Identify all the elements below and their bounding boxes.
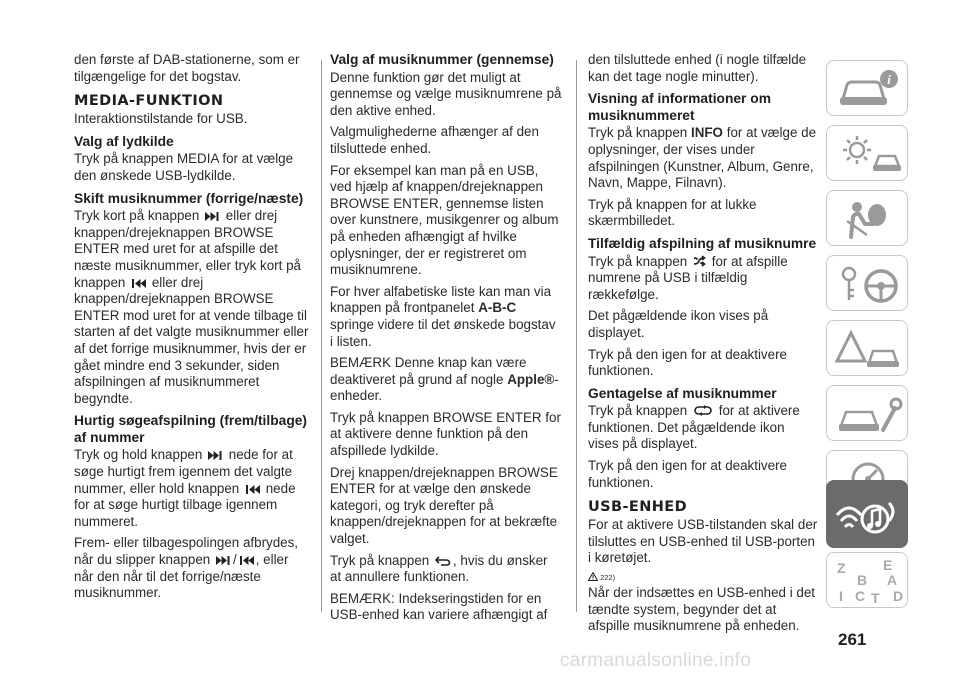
- shuffle-heading: Tilfældig afspilning af musiknumre: [588, 235, 817, 251]
- abc-button-label: A-B-C: [478, 300, 517, 316]
- index-letter: T: [871, 590, 880, 606]
- intro-paragraph: den første af DAB-stationerne, som er tilgængelige for det bogstav.: [74, 52, 300, 84]
- fast-search-release-text: Frem- eller tilbagespolingen afbrydes, når du slipper knappen / , eller når den når til det forrige/næste musiknummer.: [74, 535, 299, 601]
- tab-car-info[interactable]: [826, 60, 908, 116]
- continued-text: den tilsluttede enhed (i nogle tilfælde kan det tage nogle minutter).: [588, 52, 807, 84]
- index-letter: A: [887, 572, 898, 588]
- column-divider: [321, 60, 322, 612]
- apple-label: Apple®: [507, 371, 555, 387]
- browse-text-8: Tryk på knappen , hvis du ønsker at annullere funktionen.: [330, 552, 548, 585]
- index-letter: E: [883, 557, 893, 573]
- previous-track-icon: [239, 556, 254, 565]
- car-wrench-icon: [827, 386, 909, 442]
- repeat-text-2: Tryk på den igen for at deaktivere funktionen.: [588, 458, 787, 490]
- column-3: [588, 52, 818, 640]
- shuffle-icon: [693, 255, 706, 267]
- column-divider: [576, 60, 577, 612]
- skip-track-heading: Skift musiknummer (forrige/næste): [74, 190, 304, 206]
- fast-search-text: Tryk og hold knappen nede for at søge hurtigt frem igennem det valgte nummer, eller hold knappen nede for at søge hurtigt tilbage igennem nummeret.: [74, 447, 296, 529]
- tab-starting-driving[interactable]: [826, 255, 908, 311]
- previous-track-icon: [245, 485, 260, 494]
- media-function-heading: MEDIA-FUNKTION: [74, 93, 224, 110]
- alphabetical-index-icon: [827, 553, 909, 609]
- index-letter: B: [857, 572, 868, 588]
- repeat-heading: Gentagelse af musiknummer: [588, 385, 777, 401]
- tab-index[interactable]: [826, 552, 908, 608]
- repeat-icon: [693, 405, 713, 416]
- warning-triangle-car-icon: [827, 321, 909, 377]
- browse-text-4: For hver alfabetiske liste kan man via knappen på frontpanelet A-B-C springe videre til det ønskede bogstav i listen.: [330, 283, 556, 349]
- back-arrow-icon: [435, 556, 451, 566]
- airbag-safety-icon: [827, 191, 909, 247]
- track-info-heading: Visning af informationer om musiknummeret: [588, 91, 771, 123]
- tab-maintenance[interactable]: [826, 385, 908, 441]
- multimedia-icon: [827, 481, 909, 549]
- browse-heading: Valg af musiknummer (gennemse): [330, 52, 554, 67]
- shuffle-text-2: Det pågældende ikon vises på displayet.: [588, 308, 769, 340]
- index-letter: I: [839, 588, 843, 604]
- column-1: [74, 52, 310, 607]
- svg-text:i: i: [887, 72, 891, 87]
- shuffle-text-1: Tryk på knappen for at afspille numrene på USB i tilfældig rækkefølge.: [588, 253, 788, 302]
- watermark: carmanualsonline.info: [560, 650, 752, 671]
- page-number: 261: [838, 630, 867, 649]
- usb-text-2: Når der indsættes en USB-enhed i det tændte system, begynder det at afspille musiknumrene på enheden.: [588, 585, 816, 634]
- browse-text-1: Denne funktion gør det muligt at gennemse og vælge musiknumrene på den aktive enhed.: [330, 69, 562, 118]
- index-letter: D: [893, 588, 904, 604]
- next-track-icon: [216, 556, 231, 565]
- shuffle-text-3: Tryk på den igen for at deaktivere funktionen.: [588, 346, 787, 379]
- next-track-icon: [205, 212, 220, 221]
- track-info-text-2: Tryk på knappen for at lukke skærmbilledet.: [588, 196, 757, 229]
- tab-emergency[interactable]: [826, 320, 908, 376]
- repeat-text-1: Tryk på knappen for at aktivere funktionen. Det pågældende ikon vises på displayet.: [588, 403, 800, 452]
- index-letter: Z: [837, 560, 846, 576]
- fast-search-heading: Hurtig søgeafspilning (frem/tilbage) af nummer: [74, 413, 308, 445]
- track-info-text-1: Tryk på knappen INFO for at vælge de oplysninger, der vises under afspilningen (Kunstner, Album, Genre, Navn, Mappe, Filnavn).: [588, 125, 817, 191]
- sound-source-heading: Valg af lydkilde: [74, 133, 174, 149]
- usb-device-heading: USB-ENHED: [588, 499, 688, 516]
- browse-note: BEMÆRK Denne knap kan være deaktiveret på grund af nogle Apple®-enheder.: [330, 355, 559, 404]
- index-letter: C: [855, 588, 866, 604]
- browse-text-2: Valgmulighederne afhænger af den tilsluttede enhed.: [330, 124, 539, 156]
- next-track-icon: [208, 451, 223, 460]
- info-button-label: INFO: [690, 125, 723, 141]
- tab-dashboard-lights[interactable]: [826, 125, 908, 181]
- sound-source-text: Tryk på knappen MEDIA for at vælge den ønskede USB-lydkilde.: [74, 151, 294, 183]
- usb-text-1: For at aktivere USB-tilstanden skal der tilsluttes en USB-enhed til USB-porten i køretøjet.: [588, 517, 818, 566]
- browse-text-6: Tryk på knappen BROWSE ENTER for at aktivere denne funktion på den afspillede lydkilde.: [330, 409, 561, 459]
- warning-note: 222): [588, 572, 818, 582]
- dashboard-lights-icon: [827, 126, 909, 182]
- browse-note-2: BEMÆRK: Indekseringstiden for en USB-enhed kan variere afhængigt af: [330, 590, 548, 623]
- tab-safety[interactable]: [826, 190, 908, 246]
- browse-text-3: For eksempel kan man på en USB, ved hjælp af knappen/drejeknappen BROWSE ENTER, gennemse listen over kunstnere, musikgenrer og album på enheden afhængigt af hvilke oplysninger, der er registreret om musiknumrene.: [330, 162, 559, 278]
- media-function-text: Interaktionstilstande for USB.: [74, 111, 248, 127]
- car-info-icon: [827, 61, 909, 117]
- column-2: [330, 52, 562, 629]
- warning-triangle-icon: [588, 572, 598, 581]
- skip-track-text: Tryk kort på knappen eller drej knappen/drejeknappen BROWSE ENTER med uret for at afspille det næste musiknummer, eller tryk kort på knappen eller drej knappen/drejeknappen BROWSE ENTER mod uret for at vende tilbage til starten af det valgte musiknummer eller af det forrige musiknummer, hvis der er gået mindre end 3 sekunder, siden afspilningen af musiknummeret begyndte.: [74, 208, 309, 406]
- browse-text-7: Drej knappen/drejeknappen BROWSE ENTER for at vælge den ønskede kategori, og tryk derefter på knappen/drejeknappen for at bekræfte valget.: [330, 464, 558, 547]
- tab-multimedia[interactable]: [826, 480, 908, 548]
- previous-track-icon: [131, 279, 146, 288]
- key-steering-icon: [827, 256, 909, 312]
